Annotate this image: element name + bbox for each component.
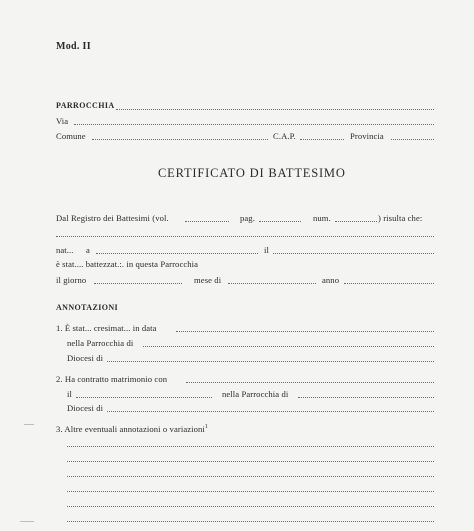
nat-label: nat... [56,245,74,255]
annotazioni-heading: ANNOTAZIONI [56,303,119,312]
annotation-line-2[interactable] [67,461,434,462]
cresima-label: 1. È stat... cresimat... in data [56,323,157,333]
comune-field[interactable] [92,139,268,140]
name-field[interactable] [56,236,434,237]
cresima-parrocchia-label: nella Parrocchia di [67,338,134,348]
birth-date-field[interactable] [273,253,434,254]
matrimonio-diocesi-label: Diocesi di [67,403,104,413]
baptism-year-field[interactable] [344,283,434,284]
via-label: Via [56,116,69,126]
scan-margin-mark [24,424,34,425]
matrimonio-spouse-field[interactable] [186,382,434,383]
cresima-diocesi-label: Diocesi di [67,353,104,363]
mese-label: mese di [194,275,222,285]
pag-label: pag. [240,213,255,223]
cap-field[interactable] [300,139,344,140]
annotation-line-5[interactable] [67,506,434,507]
page-field[interactable] [259,221,301,222]
scan-margin-mark [20,521,34,522]
model-number: Mod. II [56,41,91,52]
birth-place-field[interactable] [96,253,258,254]
number-field[interactable] [335,221,377,222]
matrimonio-date-label: il [67,389,72,399]
parrocchia-label: PARROCCHIA [56,101,115,110]
birth-date-label: il [264,245,269,255]
giorno-label: il giorno [56,275,87,285]
annotation-line-3[interactable] [67,476,434,477]
matrimonio-diocesi-field[interactable] [107,411,434,412]
annotation-line-4[interactable] [67,491,434,492]
provincia-field[interactable] [391,139,434,140]
birth-place-label: a [86,245,90,255]
cresima-date-field[interactable] [176,331,434,332]
footnote-marker: 1 [204,424,209,431]
comune-label: Comune [56,131,86,141]
risulta-label: ) risulta che: [378,213,423,223]
matrimonio-parrocchia-label: nella Parrocchia di [222,389,289,399]
registro-label: Dal Registro dei Battesimi (vol. [56,213,169,223]
matrimonio-parrocchia-field[interactable] [298,397,434,398]
via-field[interactable] [74,124,434,125]
provincia-label: Provincia [350,131,384,141]
annotation-line-1[interactable] [67,446,434,447]
volume-field[interactable] [185,221,229,222]
cresima-diocesi-field[interactable] [107,361,434,362]
parrocchia-field[interactable] [116,109,434,110]
baptism-month-field[interactable] [228,283,316,284]
cresima-parrocchia-field[interactable] [143,346,434,347]
matrimonio-label: 2. Ha contratto matrimonio con [56,374,168,384]
num-label: num. [313,213,331,223]
matrimonio-date-field[interactable] [76,397,212,398]
baptism-day-field[interactable] [94,283,182,284]
anno-label: anno [322,275,340,285]
cap-label: C.A.P. [273,131,296,141]
battezzato-label: è stat.... battezzat.:. in questa Parrocchia [56,259,199,269]
altre-annotazioni-label [56,424,208,434]
altre-annotazioni-text: 3. Altre eventuali annotazioni o variazioni [56,424,205,434]
annotation-line-6[interactable] [67,521,434,522]
certificate-title: CERTIFICATO DI BATTESIMO [158,166,346,180]
